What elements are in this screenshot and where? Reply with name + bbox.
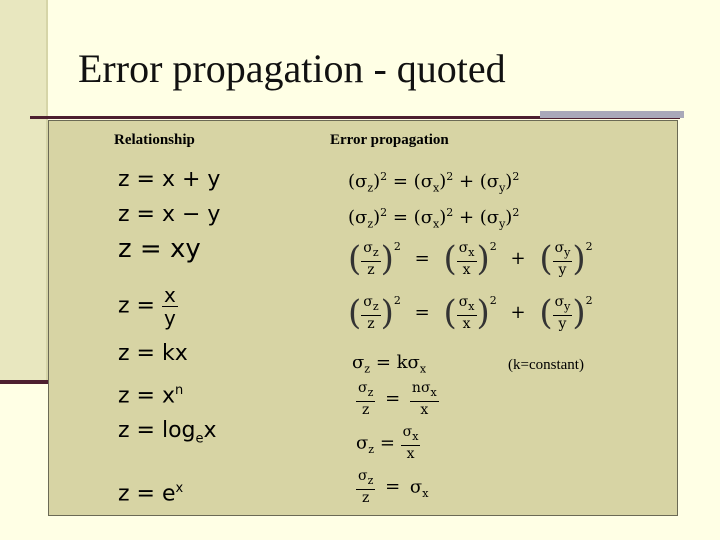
- propagation-quotient: ( $\frac{\sigma_z}{z}$ )2 = ( $\frac{\sigma_x}{x}$ )2 + ( $\frac{\sigma_y}{y}$ )2: [348, 293, 593, 334]
- constant-note: (k=constant): [508, 357, 584, 373]
- relationship-header: Relationship: [114, 132, 195, 148]
- propagation-log: $\sigma_z$ = $\frac{\sigma_x}{x}$: [356, 424, 419, 462]
- relationship-quotient: z = $\frac{x}{y}$: [118, 283, 176, 330]
- title-underline-accent: [540, 111, 684, 118]
- propagation-power: $\frac{\sigma_z}{z}$ = $\frac{n\sigma_x}{x}$: [358, 380, 437, 418]
- propagation-difference: $(\sigma_z)^2 = (\sigma_x)^2 + (\sigma_y)^2$: [348, 206, 520, 231]
- propagation-product: ( $\frac{\sigma_z}{z}$ )2 = ( $\frac{\sigma_x}{x}$ )2 + ( $\frac{\sigma_y}{y}$ )2: [348, 239, 593, 280]
- left-band-base-rule: [0, 380, 48, 384]
- relationship-difference: z = x − y: [118, 202, 221, 227]
- relationship-scale: z = kx: [118, 341, 188, 366]
- left-decorative-band: [0, 0, 48, 384]
- propagation-sum: $(\sigma_z)^2 = (\sigma_x)^2 + (\sigma_y)^2$: [348, 170, 520, 195]
- relationship-sum: z = x + y: [118, 167, 221, 192]
- relationship-power: $z = x^n$: [118, 383, 184, 409]
- relationship-product: z = xy: [118, 234, 201, 264]
- relationship-log: $z = \log_ex$: [118, 418, 217, 447]
- error-propagation-header: Error propagation: [330, 132, 449, 148]
- propagation-exp: $\frac{\sigma_z}{z}$ = $\sigma_x$: [358, 468, 429, 506]
- propagation-scale: $\sigma_z = k\sigma_x$: [352, 352, 427, 376]
- relationship-exp: $z = e^x$: [118, 481, 184, 507]
- slide-title: Error propagation - quoted: [78, 46, 506, 91]
